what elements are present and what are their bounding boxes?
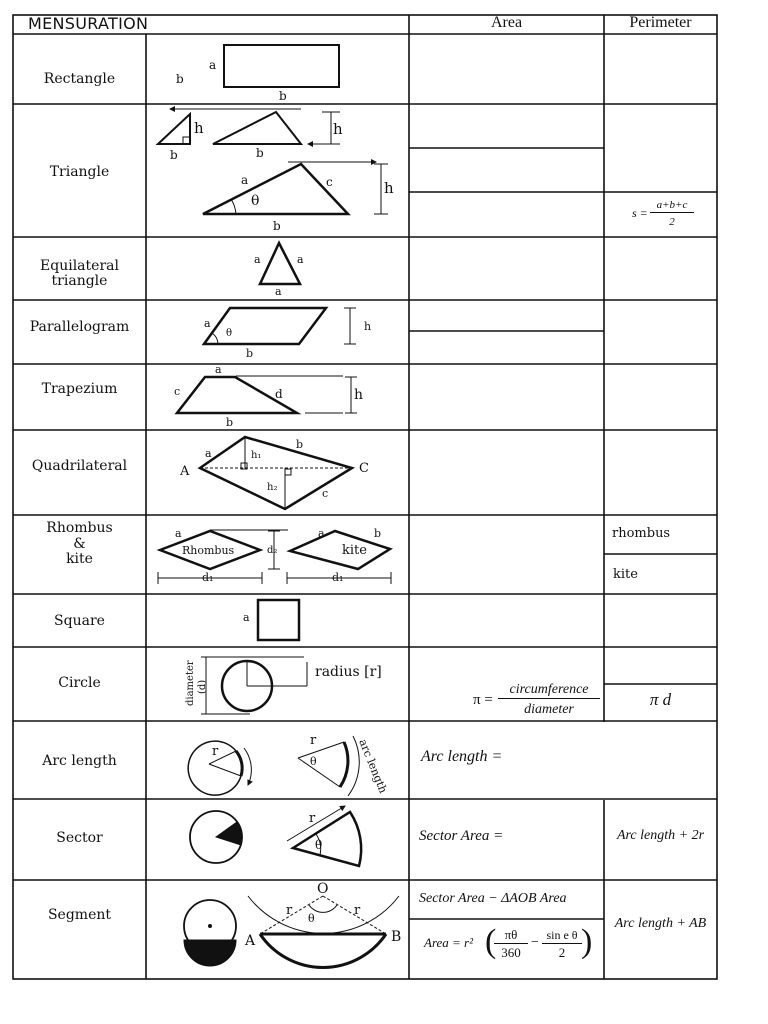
triangle-label-a: a: [241, 173, 249, 187]
segment-label-r2: r: [354, 903, 361, 918]
circle-area-numerator: circumference: [498, 681, 600, 699]
arc-label-r2: r: [310, 733, 317, 748]
quadrilateral-label-b: b: [296, 438, 304, 451]
row-name-square: Square: [54, 613, 105, 629]
arc-label-theta: θ: [310, 755, 317, 768]
circle-perimeter-formula: π d: [649, 690, 672, 709]
page-title: MENSURATION: [28, 14, 149, 33]
quadrilateral-label-a: a: [205, 447, 212, 460]
trapezium-label-c: c: [174, 385, 181, 398]
trapezium-label-h: h: [354, 387, 364, 403]
rectangle-diagram: [176, 45, 339, 103]
sector-label-theta: θ: [315, 838, 323, 852]
row-name-sector: Sector: [56, 830, 103, 846]
circle-area-denominator: diameter: [524, 702, 574, 717]
triangle-label-theta: θ: [251, 193, 260, 209]
circle-label-d: (d): [197, 679, 208, 694]
row-name-equilateral-line2: triangle: [51, 273, 108, 289]
triangle-label-h3: h: [384, 179, 394, 197]
triangle-perimeter-s: s =: [632, 206, 648, 220]
segment-label-r1: r: [286, 903, 293, 918]
row-name-circle: Circle: [58, 675, 101, 691]
segment-right-paren: ): [581, 923, 593, 960]
rhombus-label-d2: d₂: [267, 545, 278, 556]
row-name-triangle: Triangle: [49, 164, 110, 180]
sector-diagram: [190, 806, 361, 866]
row-name-rhombus-line3: kite: [66, 551, 93, 567]
rectangle-label-a: a: [209, 58, 217, 72]
segment-frac1-numerator: πθ: [494, 927, 528, 944]
segment-perimeter-formula: Arc length + AB: [614, 916, 707, 931]
kite-perimeter-label: kite: [613, 567, 638, 582]
parallelogram-label-b: b: [246, 347, 254, 360]
circle-diagram: [201, 657, 307, 714]
row-name-rhombus-line1: Rhombus: [46, 520, 113, 536]
triangle-label-h2: h: [333, 120, 343, 138]
segment-label-O: O: [317, 881, 329, 897]
parallelogram-label-h: h: [364, 320, 372, 333]
circle-pi-equals: π =: [473, 692, 493, 708]
row-name-segment: Segment: [47, 907, 112, 923]
perimeter-column-header: Perimeter: [629, 14, 692, 31]
rhombus-label-inside: Rhombus: [182, 544, 235, 557]
triangle-label-h1: h: [194, 119, 204, 137]
row-name-quadrilateral: Quadrilateral: [31, 458, 128, 474]
sector-area-formula: Sector Area =: [419, 828, 504, 844]
segment-frac2-numerator: sin e θ: [542, 927, 582, 944]
quadrilateral-diagram: [200, 437, 352, 509]
arc-label-arc-length: arc length: [356, 737, 390, 796]
segment-left-paren: (: [485, 923, 497, 960]
trapezium-label-a: a: [215, 363, 222, 376]
parallelogram-label-theta: θ: [226, 328, 233, 339]
area-column-header: Area: [490, 14, 523, 31]
row-name-arc-length: Arc length: [42, 753, 117, 769]
quadrilateral-label-h2: h₂: [267, 482, 278, 493]
equilateral-label-a-right: a: [297, 253, 304, 266]
quadrilateral-label-C: C: [359, 461, 369, 476]
row-name-parallelogram: Parallelogram: [29, 319, 130, 335]
circle-label-radius: radius [r]: [315, 664, 382, 680]
rhombus-label-d1: d₁: [202, 571, 214, 584]
segment-minus: −: [531, 935, 539, 950]
kite-label-d1: d₁: [332, 571, 344, 584]
kite-label-a: a: [318, 527, 325, 540]
trapezium-label-b: b: [226, 416, 234, 429]
rectangle-label-b-left: b: [176, 72, 184, 86]
triangle-perimeter-numerator: a+b+c: [650, 199, 694, 213]
square-label-a: a: [243, 611, 250, 624]
triangle-label-b3: b: [273, 219, 281, 233]
triangle-label-b1: b: [170, 148, 178, 162]
sector-label-r: r: [309, 811, 316, 826]
parallelogram-label-a: a: [204, 317, 211, 330]
circle-label-diameter: diameter: [185, 660, 196, 706]
trapezium-diagram: [177, 376, 357, 413]
row-name-equilateral-line1: Equilateral: [40, 258, 119, 274]
segment-frac1-denominator: 360: [501, 945, 521, 960]
triangle-perimeter-denominator: 2: [669, 216, 675, 228]
segment-label-A: A: [245, 933, 256, 949]
rhombus-perimeter-label: rhombus: [612, 526, 671, 541]
equilateral-label-a-left: a: [254, 253, 261, 266]
row-name-trapezium: Trapezium: [41, 381, 118, 397]
segment-label-B: B: [391, 929, 402, 945]
triangle-label-b2: b: [256, 146, 264, 160]
square-diagram: [258, 600, 299, 640]
row-name-rectangle: Rectangle: [43, 71, 116, 87]
sector-perimeter-formula: Arc length + 2r: [616, 828, 705, 843]
segment-frac2-denominator: 2: [558, 945, 566, 960]
triangle-label-c: c: [326, 175, 333, 189]
arc-label-r1: r: [212, 744, 219, 759]
kite-label-inside: kite: [342, 543, 367, 558]
trapezium-label-d: d: [275, 387, 283, 401]
segment-area-lhs: Area = r²: [424, 935, 474, 950]
rectangle-label-b-bottom: b: [279, 89, 287, 103]
quadrilateral-label-c: c: [322, 487, 329, 500]
segment-area-top-formula: Sector Area − ΔAOB Area: [419, 891, 567, 906]
rhombus-label-a: a: [175, 527, 182, 540]
equilateral-diagram: [260, 243, 300, 284]
segment-label-theta: θ: [308, 912, 315, 925]
arc-length-formula: Arc length =: [421, 748, 503, 765]
row-name-rhombus-line2: &: [73, 536, 86, 552]
kite-label-b: b: [374, 527, 382, 540]
quadrilateral-label-A: A: [180, 464, 190, 479]
triangle-diagram: [158, 109, 388, 214]
equilateral-label-a-bottom: a: [275, 285, 282, 298]
quadrilateral-label-h1: h₁: [251, 450, 262, 461]
